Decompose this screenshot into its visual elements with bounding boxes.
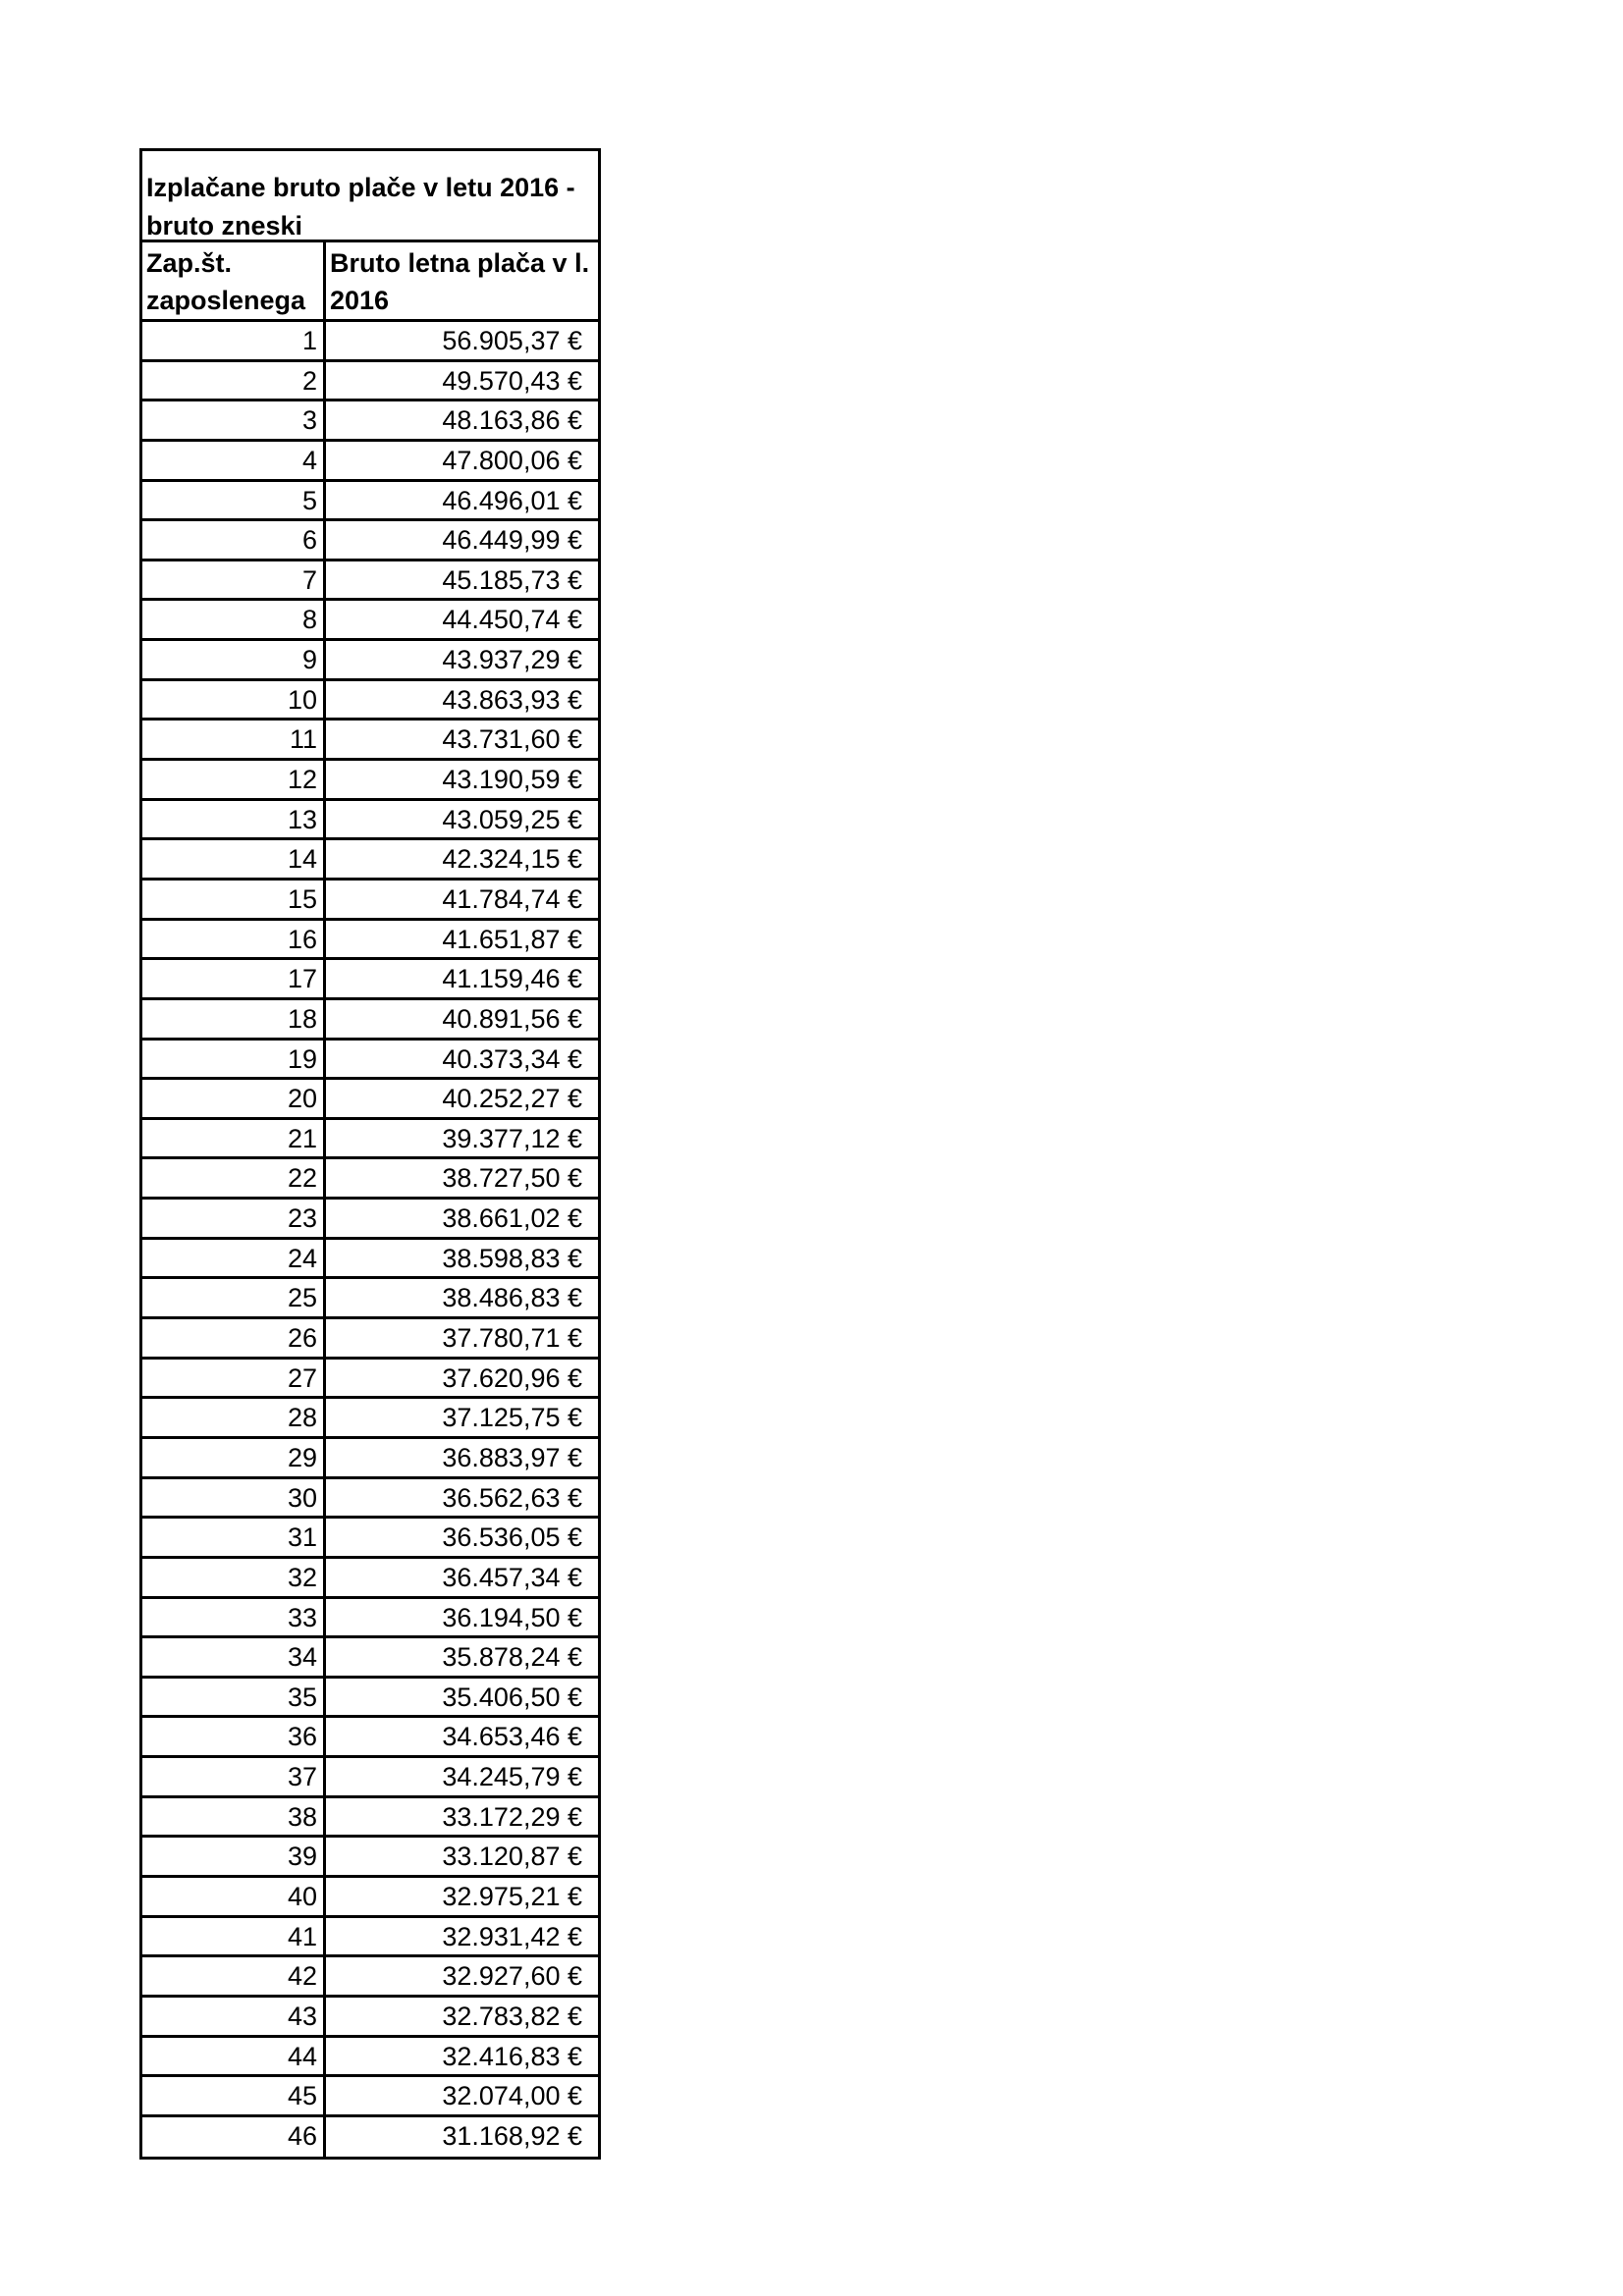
table-row	[142, 1918, 598, 1958]
employee-number-cell: 30	[142, 1479, 326, 1517]
employee-number-cell: 13	[142, 801, 326, 838]
employee-number-cell: 9	[142, 641, 326, 678]
salary-table	[139, 148, 601, 2160]
gross-salary-cell: 43.937,29 €	[442, 645, 582, 675]
table-row	[142, 681, 598, 721]
gross-salary-cell: 32.927,60 €	[442, 1961, 582, 1992]
employee-number-cell: 45	[142, 2077, 326, 2114]
gross-salary-cell: 36.194,50 €	[442, 1602, 582, 1632]
employee-number-cell: 6	[142, 521, 326, 559]
header-employee-number: Zap.št. zaposlenega	[142, 242, 326, 319]
employee-number-cell: 43	[142, 1998, 326, 2035]
employee-number-cell: 21	[142, 1120, 326, 1157]
employee-number-cell: 3	[142, 401, 326, 439]
gross-salary-cell: 32.931,42 €	[442, 1921, 582, 1951]
gross-salary-cell: 40.891,56 €	[442, 1003, 582, 1034]
gross-salary-cell: 36.457,34 €	[442, 1562, 582, 1592]
table-row	[142, 881, 598, 921]
table-row	[142, 1519, 598, 1559]
table-row	[142, 601, 598, 641]
gross-salary-cell: 33.120,87 €	[442, 1842, 582, 1872]
table-row	[142, 482, 598, 522]
gross-salary-cell: 38.486,83 €	[442, 1283, 582, 1313]
gross-salary-cell: 37.780,71 €	[442, 1323, 582, 1354]
table-row	[142, 442, 598, 482]
gross-salary-cell: 37.125,75 €	[442, 1403, 582, 1433]
table-row	[142, 1798, 598, 1839]
table-row	[142, 1000, 598, 1041]
table-row	[142, 1439, 598, 1479]
employee-number-cell: 22	[142, 1159, 326, 1197]
table-row	[142, 1758, 598, 1798]
employee-number-cell: 32	[142, 1559, 326, 1596]
employee-number-cell: 8	[142, 601, 326, 638]
table-row	[142, 1878, 598, 1918]
employee-number-cell: 12	[142, 761, 326, 798]
table-row	[142, 840, 598, 881]
gross-salary-cell: 49.570,43 €	[442, 365, 582, 396]
employee-number-cell: 2	[142, 362, 326, 400]
gross-salary-cell: 56.905,37 €	[442, 326, 582, 355]
gross-salary-cell: 32.783,82 €	[442, 2001, 582, 2031]
gross-salary-cell: 34.245,79 €	[442, 1762, 582, 1792]
employee-number-cell: 1	[142, 322, 326, 359]
gross-salary-cell: 34.653,46 €	[442, 1722, 582, 1752]
table-row	[142, 322, 598, 362]
employee-number-cell: 28	[142, 1399, 326, 1436]
employee-number-cell: 26	[142, 1319, 326, 1357]
table-row	[142, 1080, 598, 1120]
gross-salary-cell: 42.324,15 €	[442, 844, 582, 875]
gross-salary-cell: 43.863,93 €	[442, 684, 582, 715]
employee-number-cell: 38	[142, 1798, 326, 1836]
employee-number-cell: 39	[142, 1838, 326, 1875]
table-row	[142, 561, 598, 602]
table-body	[142, 322, 598, 2157]
table-row	[142, 1200, 598, 1240]
employee-number-cell: 24	[142, 1240, 326, 1277]
table-row	[142, 362, 598, 402]
table-row	[142, 401, 598, 442]
gross-salary-cell: 32.975,21 €	[442, 1881, 582, 1911]
employee-number-cell: 11	[142, 721, 326, 758]
employee-number-cell: 41	[142, 1918, 326, 1955]
table-row	[142, 761, 598, 801]
gross-salary-cell: 31.168,92 €	[442, 2120, 582, 2151]
gross-salary-cell: 41.651,87 €	[442, 924, 582, 954]
gross-salary-cell: 40.252,27 €	[442, 1084, 582, 1114]
gross-salary-cell: 48.163,86 €	[442, 405, 582, 436]
table-row	[142, 1718, 598, 1758]
gross-salary-cell: 46.449,99 €	[442, 525, 582, 556]
gross-salary-cell: 36.883,97 €	[442, 1442, 582, 1472]
gross-salary-cell: 38.661,02 €	[442, 1203, 582, 1234]
employee-number-cell: 36	[142, 1718, 326, 1755]
gross-salary-cell: 36.562,63 €	[442, 1482, 582, 1513]
employee-number-cell: 40	[142, 1878, 326, 1915]
table-row	[142, 2117, 598, 2158]
employee-number-cell: 33	[142, 1599, 326, 1636]
table-row	[142, 1240, 598, 1280]
employee-number-cell: 20	[142, 1080, 326, 1117]
table-row	[142, 1479, 598, 1520]
gross-salary-cell: 41.784,74 €	[442, 883, 582, 914]
employee-number-cell: 17	[142, 960, 326, 997]
table-row	[142, 2077, 598, 2117]
gross-salary-cell: 36.536,05 €	[442, 1522, 582, 1553]
employee-number-cell: 37	[142, 1758, 326, 1795]
table-row	[142, 1998, 598, 2038]
employee-number-cell: 35	[142, 1679, 326, 1716]
gross-salary-cell: 47.800,06 €	[442, 445, 582, 475]
gross-salary-cell: 46.496,01 €	[442, 485, 582, 515]
employee-number-cell: 4	[142, 442, 326, 479]
table-row	[142, 1559, 598, 1599]
gross-salary-cell: 43.731,60 €	[442, 724, 582, 755]
table-row	[142, 1638, 598, 1679]
employee-number-cell: 42	[142, 1957, 326, 1995]
employee-number-cell: 10	[142, 681, 326, 719]
table-row	[142, 1599, 598, 1639]
employee-number-cell: 16	[142, 921, 326, 958]
employee-number-cell: 18	[142, 1000, 326, 1038]
employee-number-cell: 25	[142, 1279, 326, 1316]
employee-number-cell: 19	[142, 1041, 326, 1078]
gross-salary-cell: 32.074,00 €	[442, 2081, 582, 2111]
table-row	[142, 1319, 598, 1360]
employee-number-cell: 27	[142, 1360, 326, 1397]
gross-salary-cell: 35.878,24 €	[442, 1642, 582, 1673]
employee-number-cell: 34	[142, 1638, 326, 1676]
gross-salary-cell: 35.406,50 €	[442, 1682, 582, 1712]
table-row	[142, 1279, 598, 1319]
table-row	[142, 721, 598, 761]
table-row	[142, 1360, 598, 1400]
gross-salary-cell: 38.727,50 €	[442, 1163, 582, 1194]
table-row	[142, 960, 598, 1000]
gross-salary-cell: 33.172,29 €	[442, 1801, 582, 1832]
employee-number-cell: 23	[142, 1200, 326, 1237]
table-title: Izplačane bruto plače v letu 2016 - bruto zneski	[142, 151, 598, 242]
gross-salary-cell: 44.450,74 €	[442, 605, 582, 635]
gross-salary-cell: 43.190,59 €	[442, 765, 582, 795]
table-row	[142, 1041, 598, 1081]
table-row	[142, 641, 598, 681]
gross-salary-cell: 40.373,34 €	[442, 1043, 582, 1074]
header-gross-salary: Bruto letna plača v l. 2016	[330, 248, 590, 315]
table-row	[142, 1399, 598, 1439]
table-row	[142, 1957, 598, 1998]
employee-number-cell: 29	[142, 1439, 326, 1476]
employee-number-cell: 7	[142, 561, 326, 599]
table-row	[142, 521, 598, 561]
table-row	[142, 1838, 598, 1878]
table-row	[142, 801, 598, 841]
gross-salary-cell: 43.059,25 €	[442, 804, 582, 834]
employee-number-cell: 44	[142, 2038, 326, 2075]
gross-salary-cell: 39.377,12 €	[442, 1123, 582, 1153]
table-row	[142, 1120, 598, 1160]
employee-number-cell: 15	[142, 881, 326, 918]
table-row	[142, 1679, 598, 1719]
gross-salary-cell: 38.598,83 €	[442, 1243, 582, 1273]
header-row	[142, 242, 598, 322]
employee-number-cell: 46	[142, 2117, 326, 2158]
gross-salary-cell: 45.185,73 €	[442, 564, 582, 595]
gross-salary-cell: 37.620,96 €	[442, 1362, 582, 1393]
employee-number-cell: 14	[142, 840, 326, 878]
employee-number-cell: 5	[142, 482, 326, 519]
gross-salary-cell: 41.159,46 €	[442, 964, 582, 994]
table-row	[142, 921, 598, 961]
employee-number-cell: 31	[142, 1519, 326, 1556]
gross-salary-cell: 32.416,83 €	[442, 2041, 582, 2071]
table-row	[142, 1159, 598, 1200]
table-row	[142, 2038, 598, 2078]
